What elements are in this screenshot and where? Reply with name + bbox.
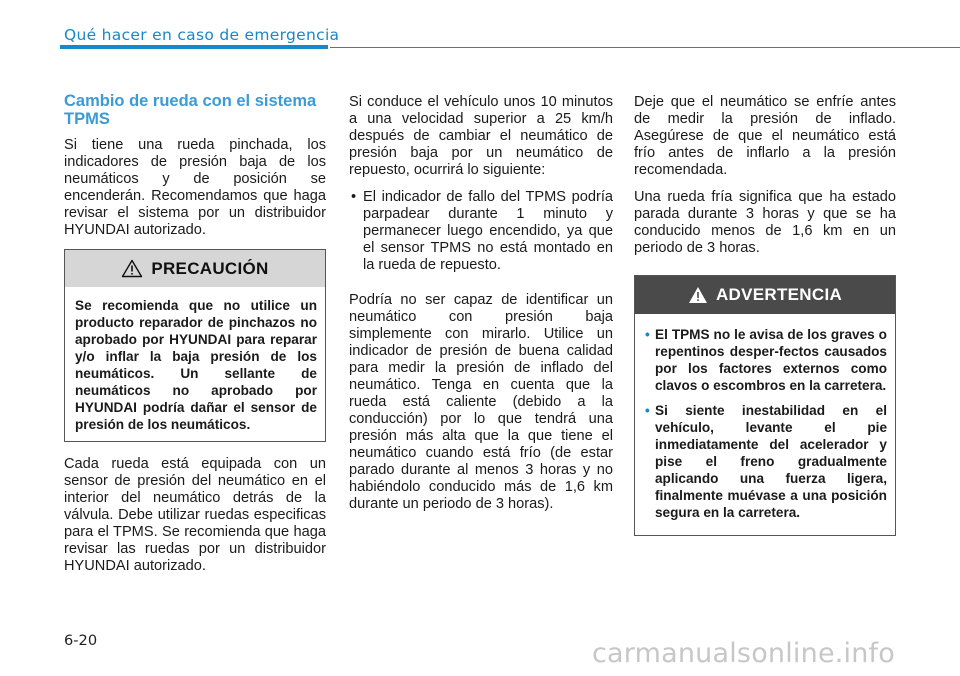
caution-header xyxy=(65,250,325,287)
warning-triangle-icon xyxy=(121,259,143,278)
warning-box xyxy=(634,275,896,536)
list-item: • El indicador de fallo del TPMS podría parpadear durante 1 minuto y permanecer luego encendido, ya que el sensor TPMS no está montado en la rueda de repuesto. xyxy=(349,189,613,274)
paragraph-cool-down: Deje que el neumático se enfríe antes de medir la presión de inflado. Asegúrese de que el neumático está frío antes de inflarlo a la presión recomendada. xyxy=(634,94,896,178)
warning-list xyxy=(645,326,887,521)
paragraph-pressure-check: Podría no ser capaz de identificar un neumático con presión baja simplemente con mirarlo. Utilice un indicador de presión de buena calidad para medir la presión de inflado del neumático. Tenga en cuenta que la rueda está caliente (debido a la conducción) por lo que tendrá una presión más alta que la que tiene el neumático cuando está frío (de estar parado durante al menos 3 horas y no habiéndolo conducido más de 1,6 km durante un periodo de 3 horas). xyxy=(349,292,613,512)
caution-box xyxy=(64,249,326,442)
section-title: Qué hacer en caso de emergencia xyxy=(64,26,340,44)
warning-title: ADVERTENCIA xyxy=(715,285,843,304)
list-item: • El TPMS no le avisa de los graves o repentinos desper-fectos causados por los factores externos como clavos o escombros en la carretera. xyxy=(645,326,887,394)
header-rule-thin xyxy=(330,47,960,48)
list-item: • Si siente inestabilidad en el vehículo, levante el pie inmediatamente del acelerador y pise el freno gradualmente aplicando una fuerza ligera, finalmente muévase a una posición segura en la carretera. xyxy=(645,402,887,521)
paragraph-sensor: Cada rueda está equipada con un sensor de presión del neumático en el interior del neumático detrás de la válvula. Debe utilizar ruedas especificas para el TPMS. Se recomienda que haga revisar las ruedas por un distribuidor HYUNDAI autorizado. xyxy=(64,456,326,574)
section-heading: Cambio de rueda con el sistema TPMS xyxy=(64,92,317,128)
watermark: carmanualsonline.info xyxy=(592,638,895,669)
column-3 xyxy=(634,94,896,550)
caution-title: PRECAUCIÓN xyxy=(151,258,269,278)
paragraph-cold-wheel: Una rueda fría significa que ha estado parada durante 3 horas y que se ha conducido menos de 1,6 km en un periodo de 3 horas. xyxy=(634,189,896,256)
column-1 xyxy=(64,92,326,585)
paragraph-driving: Si conduce el vehículo unos 10 minutos a una velocidad superior a 25 km/h después de cambiar el neumático de presión baja por un neumático de repuesto, ocurrirá lo siguiente: xyxy=(349,94,613,178)
header-rule-thick xyxy=(60,45,328,49)
page-number: 6-20 xyxy=(64,632,98,649)
column-2 xyxy=(349,94,613,523)
warning-triangle-icon xyxy=(688,286,708,304)
caution-text: Se recomienda que no utilice un producto reparador de pinchazos no aprobado por HYUNDAI para reparar y/o inflar la baja presión de los neumáticos. Un sellante de neumáticos no aprobado por HYUNDAI podría dañar el sensor de presión de los neumáticos. xyxy=(75,298,317,432)
bullet-list xyxy=(349,189,613,274)
warning-body xyxy=(635,314,895,535)
paragraph-tpms-intro: Si tiene una rueda pinchada, los indicadores de presión baja de los neumáticos y de posición se encenderán. Recomendamos que haga revisar el sistema por un distribuidor HYUNDAI autorizado. xyxy=(64,137,326,238)
warning-header xyxy=(635,276,895,314)
